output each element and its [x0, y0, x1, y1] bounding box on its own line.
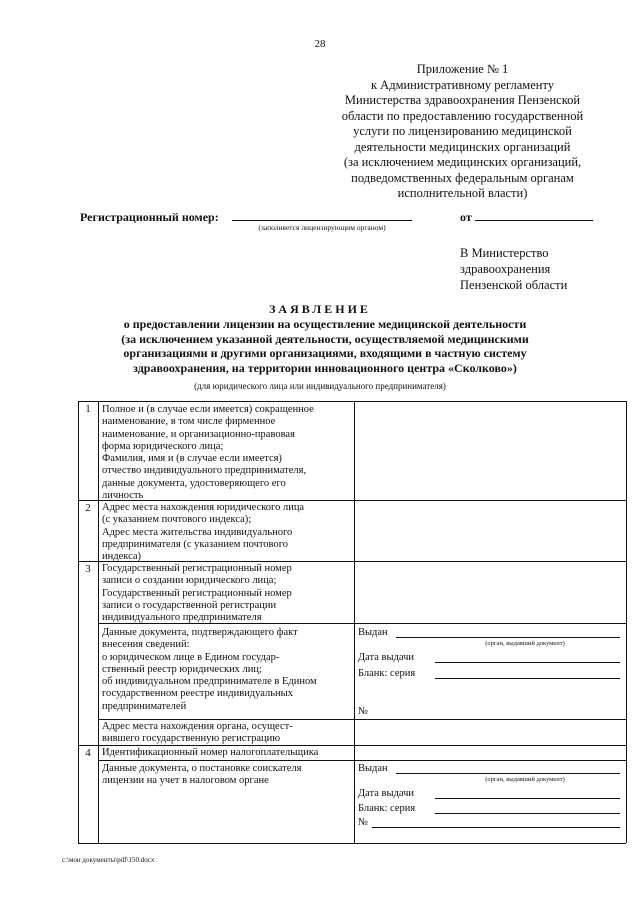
issuer-note: (орган, выдавший документ): [485, 640, 565, 647]
subtitle-line: здравоохранения, на территории инновационного центра «Сколково»): [133, 360, 517, 375]
file-path-footer: c:\мои документы\pdf\150.docx: [62, 856, 155, 864]
number-field[interactable]: [372, 827, 620, 828]
annex-header: [330, 62, 595, 202]
row-number: 2: [85, 502, 91, 514]
applicant-type-note: (для юридического лица или индивидуального предпринимателя): [194, 381, 446, 391]
addressee-line: В Министерство: [460, 246, 549, 260]
form-series-field[interactable]: [435, 678, 620, 679]
row-label-tax-registration-document: [102, 763, 301, 788]
date-from-label: от: [460, 210, 472, 224]
issuer-note: (орган, выдавший документ): [485, 776, 565, 783]
row-label-line: записи о создании юридического лица;: [102, 575, 277, 587]
number-label: №: [358, 706, 369, 717]
form-series-label: Бланк: серия: [358, 803, 416, 814]
annex-line: Приложение № 1: [416, 62, 509, 76]
row-label-line: лицензии на учет в налоговом органе: [102, 775, 269, 787]
row-label-line: данные документа, удостоверяющего его: [102, 477, 286, 489]
row-label-line: Идентификационный номер налогоплательщика: [102, 747, 319, 758]
table-border-right: [626, 401, 627, 843]
subtitle-line: о предоставлении лицензии на осуществление медицинской деятельности: [123, 317, 527, 331]
issue-date-label: Дата выдачи: [358, 788, 415, 799]
addressee-line: Пензенской области: [460, 278, 568, 292]
row-label-registering-authority-address: [102, 721, 293, 746]
row-label-registration-document: [102, 627, 317, 713]
table-value-divider: [354, 401, 355, 843]
table-row-divider: [98, 719, 626, 720]
table-num-divider: [98, 401, 99, 843]
form-series-field[interactable]: [435, 813, 620, 814]
row-number: 1: [85, 403, 91, 415]
row-label-line: наименование, в том числе фирменное: [102, 416, 276, 428]
issued-by-field[interactable]: [396, 773, 620, 774]
form-series-label: Бланк: серия: [358, 668, 416, 679]
annex-line: исполнительной власти): [397, 186, 528, 200]
registration-number-label: Регистрационный номер:: [80, 210, 219, 224]
issued-by-label: Выдан: [358, 763, 388, 774]
row-label-inn: [102, 747, 318, 759]
ogrn-value-field[interactable]: [356, 563, 624, 621]
registration-number-field[interactable]: [232, 220, 412, 221]
row-label-line: Данные документа, подтверждающего факт: [102, 627, 298, 638]
registration-number-note: (заполняется лицензирующим органом): [258, 223, 386, 232]
annex-line: Министерства здравоохранения Пензенской: [344, 93, 581, 107]
row-label-line: записи о государственной регистрации: [102, 599, 277, 611]
subtitle-line: (за исключением указанной деятельности, осуществляемой медицинскими: [121, 331, 529, 346]
number-label: №: [358, 817, 369, 828]
date-from-field[interactable]: [475, 220, 593, 221]
row-label-line: Адрес места нахождения юридического лица: [102, 502, 305, 513]
annex-line: деятельности медицинских организаций: [354, 139, 571, 154]
row-label-line: отчество индивидуального предпринимателя,: [102, 465, 307, 477]
annex-line: области по предоставлению государственной: [341, 108, 584, 123]
row-label-line: Полное и (в случае если имеется) сокращенное: [102, 404, 314, 415]
row-label-line: личность: [102, 490, 144, 502]
annex-line: к Административному регламенту: [370, 77, 554, 92]
row-label-legal-name: [102, 404, 314, 502]
row-label-line: о юридическом лице в Едином государ-: [102, 651, 280, 663]
row-label-line: предпринимателя (с указанием почтового: [102, 538, 288, 550]
row-label-line: Адрес места нахождения органа, осущест-: [102, 721, 293, 732]
row-label-line: Государственный регистрационный номер: [102, 587, 292, 599]
document-title: ЗАЯВЛЕНИЕ: [269, 302, 371, 316]
row-label-line: вившего государственную регистрацию: [102, 733, 281, 745]
row-number: 3: [85, 563, 91, 575]
addressee-line: здравоохранения: [460, 262, 551, 276]
issued-by-field[interactable]: [396, 637, 620, 638]
issue-date-field[interactable]: [435, 798, 620, 799]
row-label-line: индивидуального предпринимателя: [102, 612, 262, 624]
issue-date-field[interactable]: [435, 662, 620, 663]
row-number: 4: [85, 747, 91, 759]
subtitle-line: организациями и другими организациями, входящими в частную систему: [123, 346, 527, 360]
registering-authority-address-field[interactable]: [356, 721, 624, 743]
row-label-line: ственный реестр юридических лиц;: [102, 663, 262, 675]
address-value-field[interactable]: [356, 502, 624, 559]
row-label-line: об индивидуальном предпринимателе в Едином: [102, 676, 317, 688]
row-label-line: форма юридического лица;: [102, 440, 224, 452]
annex-line: услуги по лицензированию медицинской: [353, 124, 572, 138]
annex-line: (за исключением медицинских организаций,: [343, 155, 582, 169]
row-label-line: (с указанием почтового индекса);: [102, 514, 252, 526]
annex-line: подведомственных федеральным органам: [351, 170, 574, 185]
document-subtitle: [95, 317, 555, 375]
row-label-line: Государственный регистрационный номер: [102, 563, 292, 574]
row-label-line: государственном реестре индивидуальных: [102, 688, 293, 700]
table-border-bottom: [78, 843, 626, 844]
row-label-line: Фамилия, имя и (в случае если имеется): [102, 453, 282, 465]
table-row-divider: [98, 760, 626, 761]
issue-date-label: Дата выдачи: [358, 652, 415, 663]
row-label-address: [102, 502, 304, 563]
row-label-line: наименование, и организационно-правовая: [102, 428, 295, 440]
addressee-block: [460, 245, 567, 293]
table-border-top: [78, 401, 626, 402]
row-label-line: Данные документа, о постановке соискателя: [102, 763, 302, 774]
page-number: 28: [314, 38, 326, 50]
issued-by-label: Выдан: [358, 627, 388, 638]
inn-value-field[interactable]: [356, 747, 624, 759]
row-label-line: индекса): [102, 551, 142, 563]
row-label-line: предпринимателей: [102, 700, 187, 712]
row-label-ogrn: [102, 563, 292, 624]
table-border-left: [78, 401, 79, 843]
legal-name-value-field[interactable]: [356, 403, 624, 498]
row-label-line: внесения сведений:: [102, 639, 190, 651]
row-label-line: Адрес места жительства индивидуального: [102, 526, 293, 538]
